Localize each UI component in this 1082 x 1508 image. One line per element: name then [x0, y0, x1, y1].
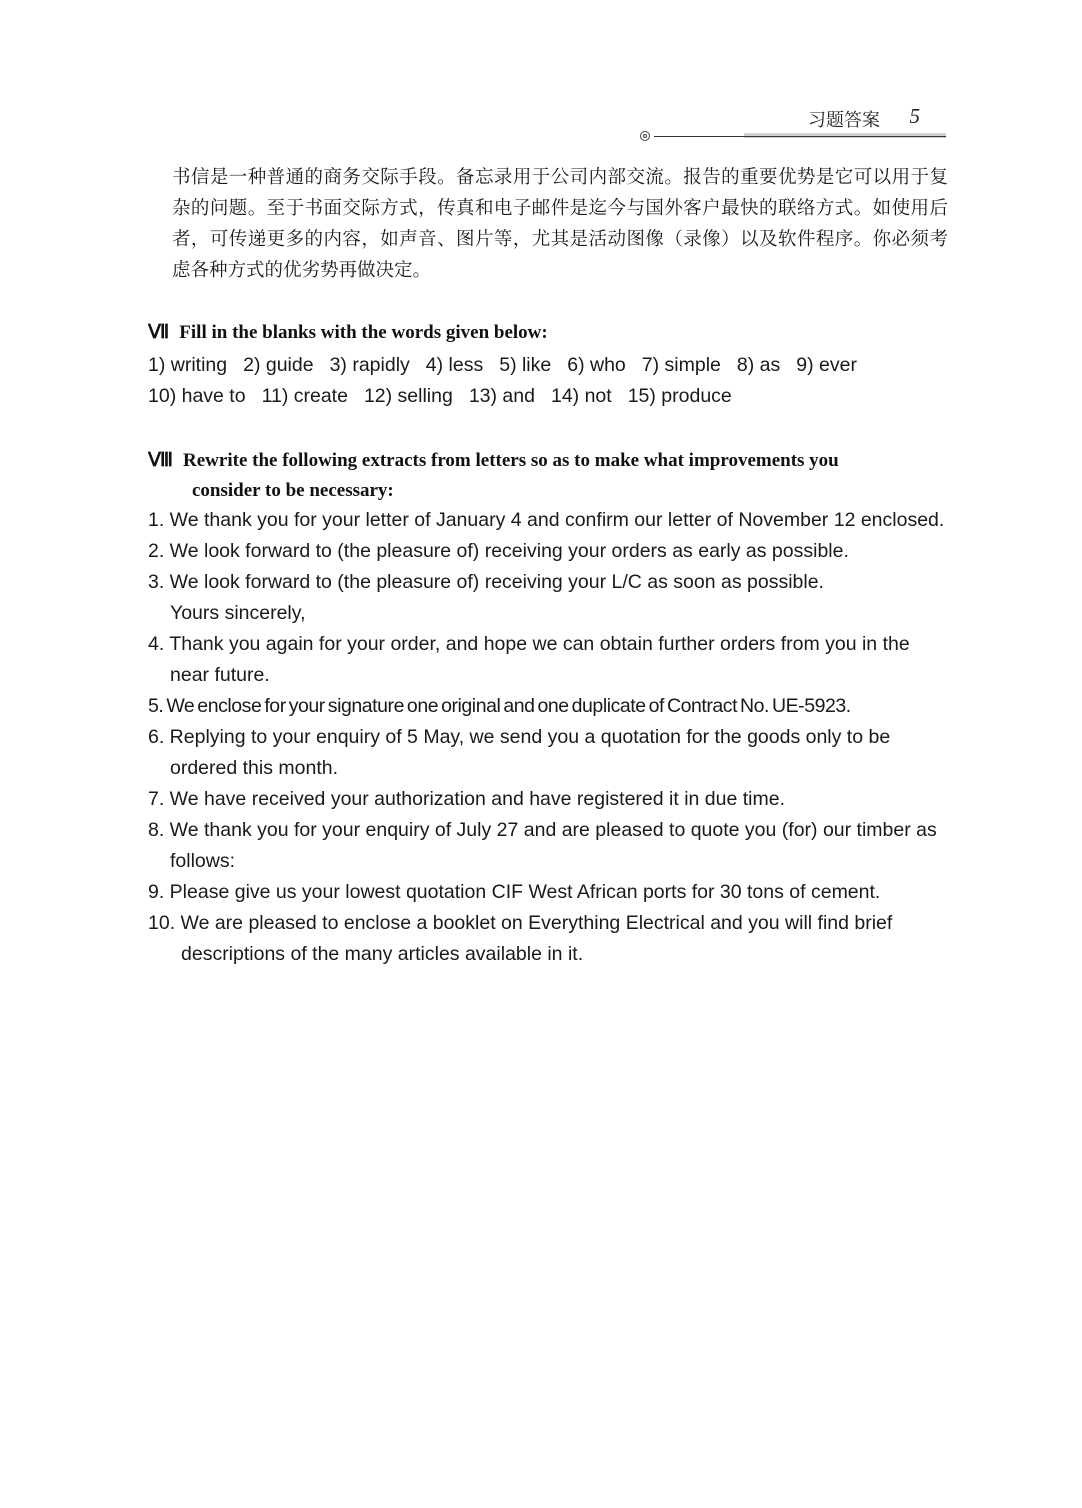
answer-item: 12) selling	[363, 385, 453, 407]
header-rule	[654, 136, 946, 137]
answer-item: 15) produce	[627, 385, 732, 407]
closing-line: Yours sincerely,	[170, 602, 306, 624]
answers-row-1	[148, 350, 948, 381]
answer-item: 4) less	[425, 354, 484, 376]
circle-ornament-icon	[640, 131, 650, 141]
answers-row-2	[148, 381, 948, 412]
list-item	[148, 567, 948, 629]
list-item: 7. We have received your authorization and have registered it in due time.	[148, 788, 786, 810]
section-7-numeral: Ⅶ	[148, 322, 170, 343]
header-title: 习题答案	[808, 110, 880, 131]
answer-item: 8) as	[736, 354, 781, 376]
section-7-heading	[148, 321, 548, 344]
answer-item: 5) like	[499, 354, 552, 376]
section-8-title-line1: Rewrite the following extracts from letters so as to make what improvements you	[183, 450, 839, 471]
answer-item: 2) guide	[243, 354, 314, 376]
section-8-heading	[148, 446, 948, 506]
answer-item: 14) not	[550, 385, 612, 407]
chinese-paragraph: 书信是一种普通的商务交际手段。备忘录用于公司内部交流。报告的重要优势是它可以用于复杂的问题。至于书面交际方式，传真和电子邮件是迄今与国外客户最快的联络方式。如使用后者，可传递更多的内容，如声音、图片等，尤其是活动图像（录像）以及软件程序。你必须考虑各种方式的优劣势再做决定。	[172, 167, 948, 281]
section-8-title-line2: consider to be necessary:	[192, 480, 394, 501]
list-item: 2. We look forward to (the pleasure of) receiving your orders as early as possible.	[148, 540, 849, 562]
list-item: 8. We thank you for your enquiry of July 27 and are pleased to quote you (for) our timber as follows:	[148, 819, 937, 872]
page-number: 5	[909, 104, 920, 128]
section-7-answers	[148, 350, 948, 412]
answer-item: 13) and	[468, 385, 535, 407]
answer-item: 7) simple	[641, 354, 721, 376]
section-8-numeral: Ⅷ	[148, 450, 174, 471]
answer-item: 1) writing	[148, 354, 228, 376]
answer-item: 3) rapidly	[329, 354, 410, 376]
section-8-list	[148, 505, 948, 970]
answer-item: 11) create	[261, 385, 348, 407]
list-item-text: 3. We look forward to (the pleasure of) receiving your L/C as soon as possible.	[148, 571, 824, 593]
page-header	[640, 104, 946, 144]
answer-item: 9) ever	[796, 354, 857, 376]
list-item: 10. We are pleased to enclose a booklet on Everything Electrical and you will find brief descriptions of the many articles available in it.	[148, 912, 893, 965]
list-item: 5. We enclose for your signature one original and one duplicate of Contract No. UE-5923.	[148, 695, 851, 717]
list-item: 6. Replying to your enquiry of 5 May, we send you a quotation for the goods only to be ordered this month.	[148, 726, 891, 779]
list-item: 1. We thank you for your letter of January 4 and confirm our letter of November 12 enclosed.	[148, 509, 945, 531]
list-item: 9. Please give us your lowest quotation CIF West African ports for 30 tons of cement.	[148, 881, 881, 903]
list-item: 4. Thank you again for your order, and hope we can obtain further orders from you in the near future.	[148, 633, 910, 686]
answer-item: 6) who	[567, 354, 626, 376]
section-7-title: Fill in the blanks with the words given below:	[179, 322, 548, 343]
answer-item: 10) have to	[148, 385, 246, 407]
